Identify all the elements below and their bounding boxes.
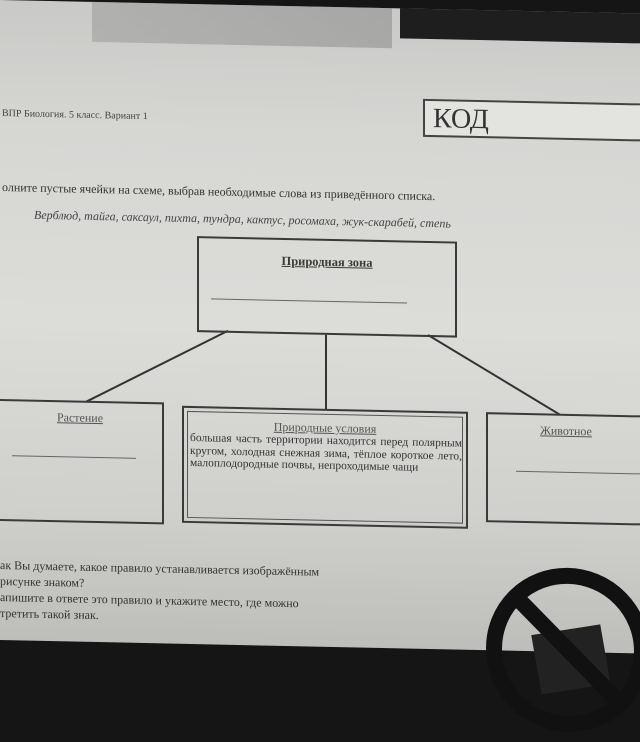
- natural-zone-title: Природная зона: [281, 253, 373, 270]
- prohibition-sign-icon: [478, 558, 640, 742]
- connector-right: [428, 335, 560, 415]
- animal-answer-line[interactable]: [516, 471, 640, 475]
- plant-answer-line[interactable]: [12, 455, 136, 459]
- question-line-4: третить такой знак.: [0, 606, 99, 623]
- subject-header: ВПР Биология. 5 класс. Вариант 1: [2, 108, 148, 123]
- code-label: КОД: [433, 103, 489, 136]
- question-line-2: рисунке знаком?: [0, 574, 85, 590]
- task-instruction: олните пустые ячейки на схеме, выбрав необходимые слова из приведённого списка.: [2, 180, 436, 204]
- plant-box: [0, 399, 164, 525]
- plant-title: Растение: [56, 410, 104, 426]
- animal-title: Животное: [540, 423, 592, 439]
- natural-zone-answer-line[interactable]: [211, 298, 407, 303]
- word-list: Верблюд, тайга, саксаул, пихта, тундра, кактус, росомаха, жук-скарабей, степь: [34, 207, 451, 231]
- question-line-1: ак Вы думаете, какое правило устанавливается изображённым: [0, 558, 320, 579]
- question-text: [0, 557, 319, 628]
- animal-box: [486, 412, 640, 525]
- question-line-3: апишите в ответе это правило и укажите место, где можно: [0, 590, 299, 611]
- conditions-title: Природные условия: [273, 419, 377, 436]
- conditions-text: большая часть территории находится перед полярным кругом, холодная снежная зима, тёплое короткое лето, малоплодородные почвы, непроходимые чащи: [190, 431, 462, 474]
- connector-left: [86, 328, 228, 405]
- natural-zone-box: [197, 236, 457, 337]
- conditions-box: [182, 406, 468, 529]
